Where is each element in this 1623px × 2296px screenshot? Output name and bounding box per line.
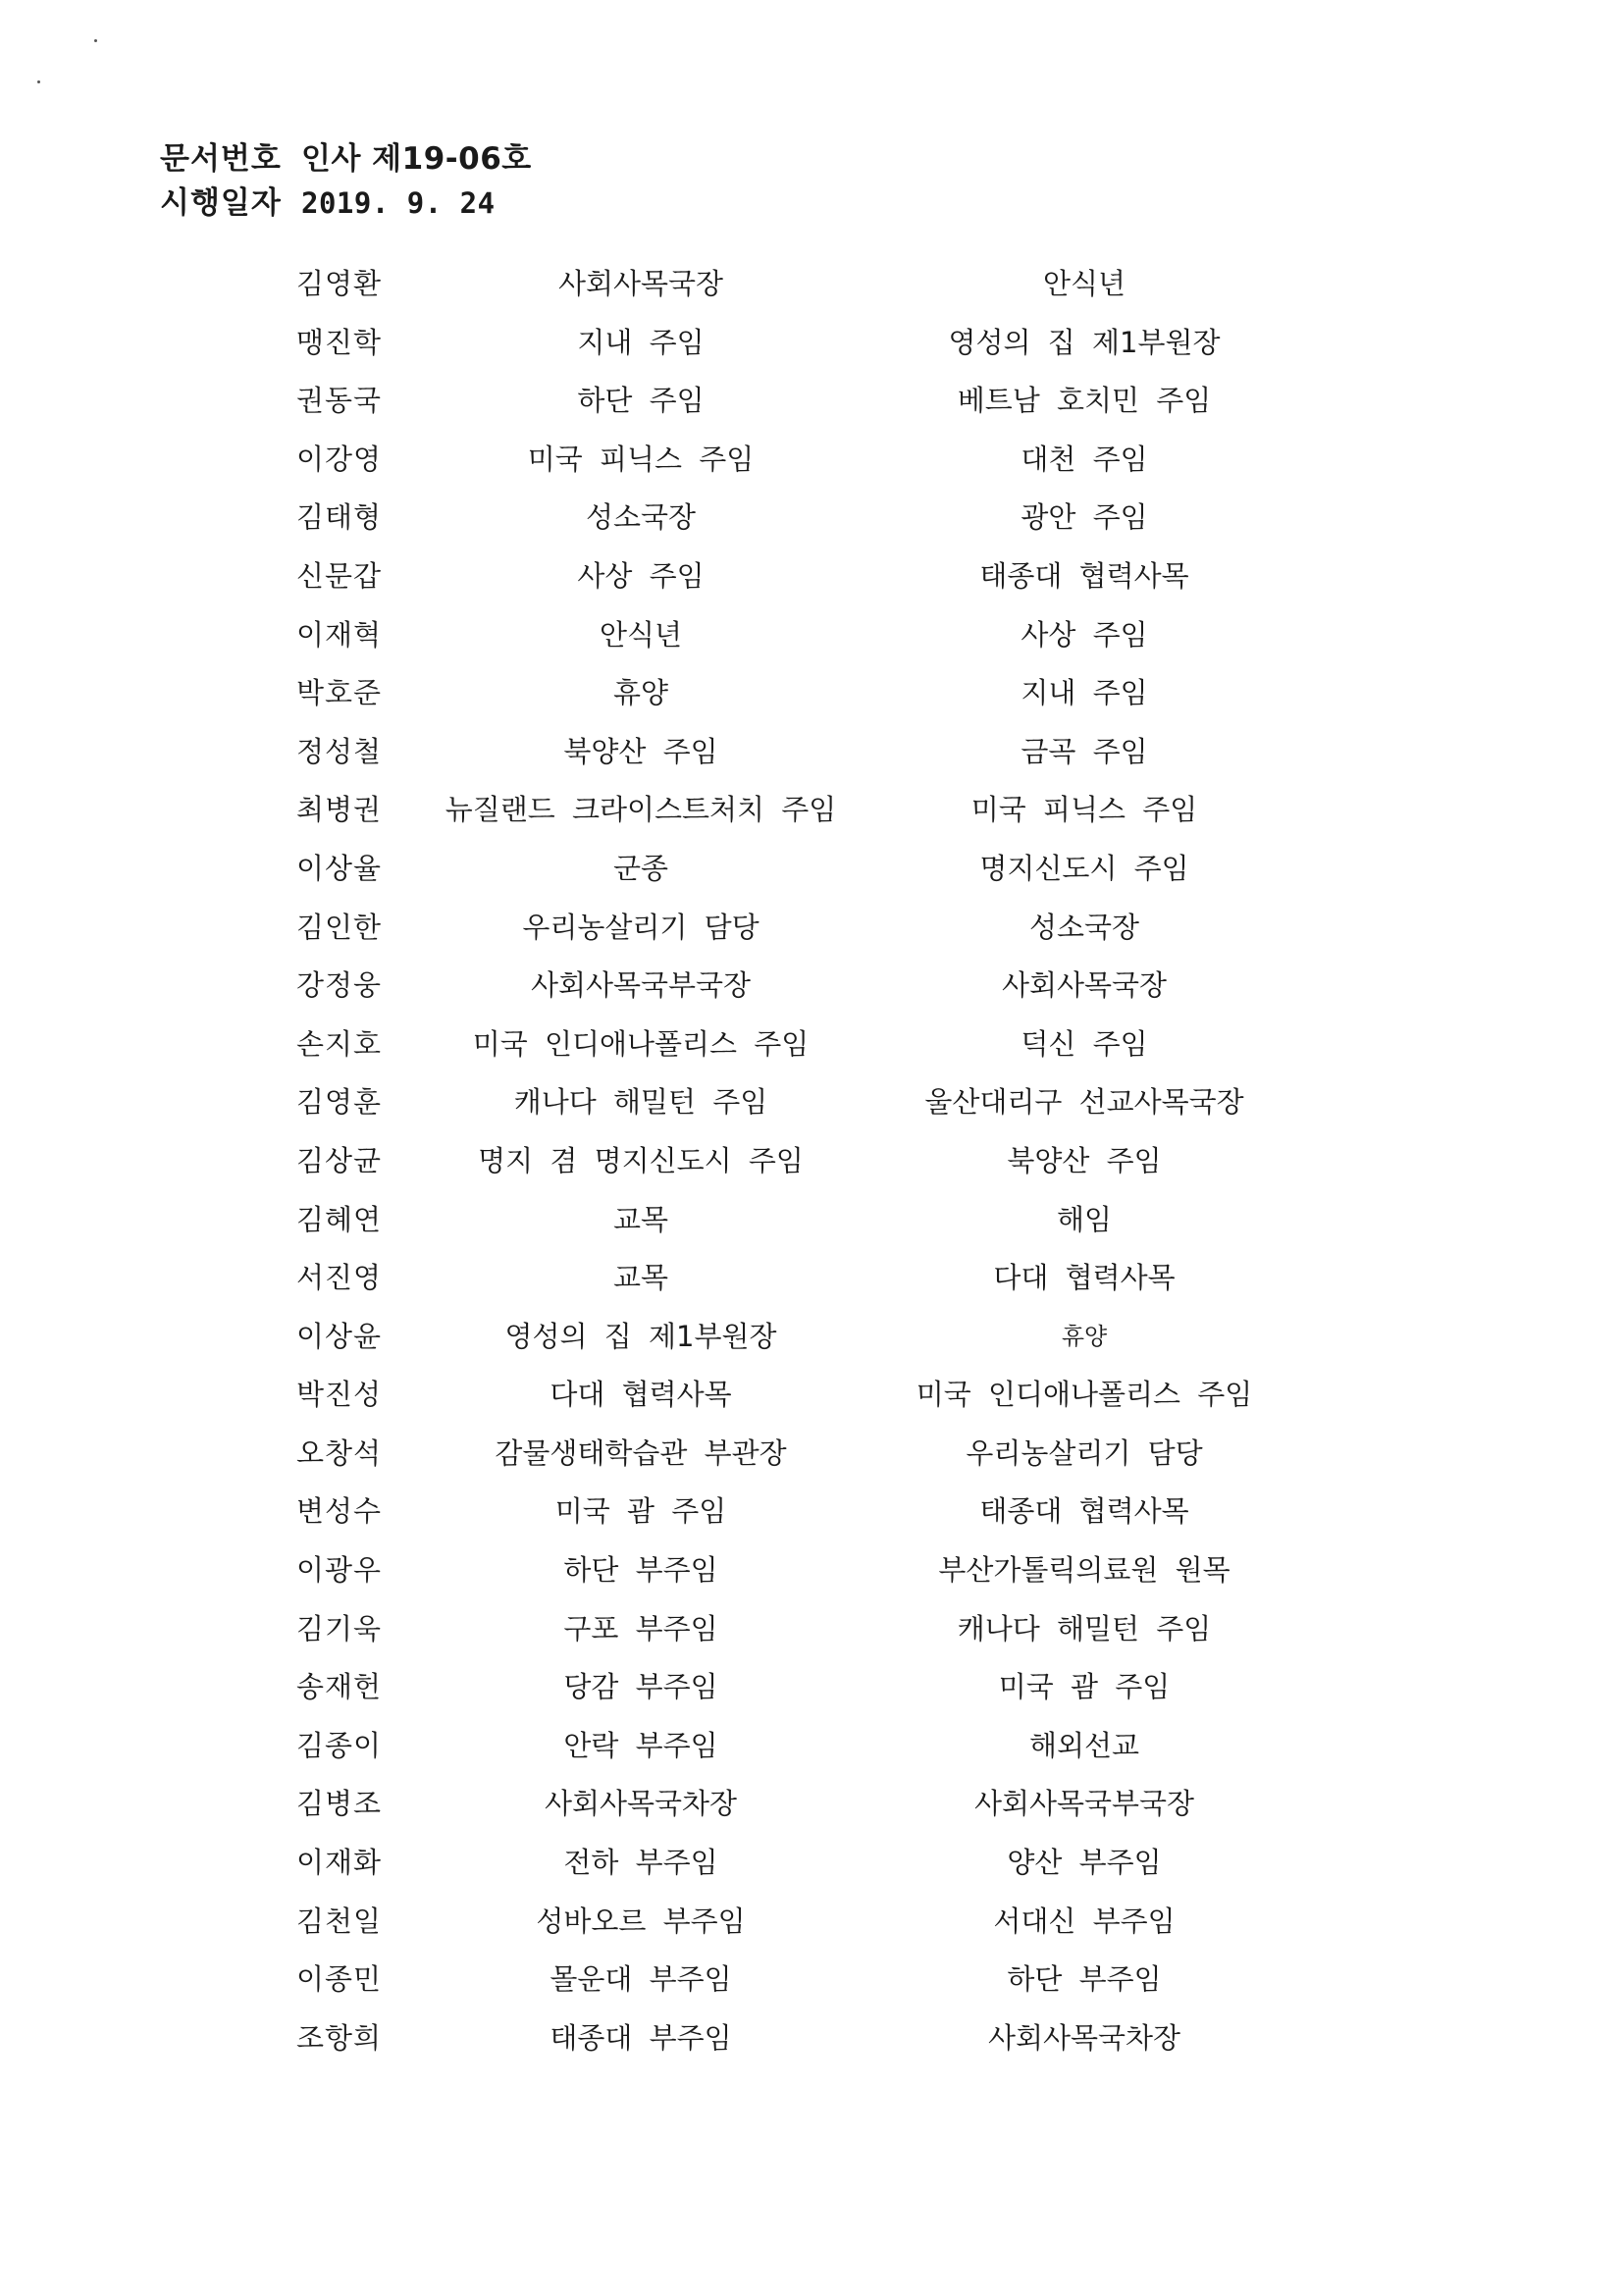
- roster-row: [0, 1957, 1623, 2016]
- previous-assignment: 몰운대 부주임: [550, 1962, 732, 1997]
- roster-row: [0, 262, 1623, 321]
- new-assignment: 금곡 주임: [1021, 734, 1148, 768]
- person-name: 이강영: [296, 442, 383, 476]
- effective-date-label: 시행일자: [160, 185, 282, 221]
- previous-assignment: 미국 괌 주임: [554, 1494, 727, 1529]
- roster-row: [0, 1724, 1623, 1783]
- new-assignment: 사상 주임: [1021, 617, 1148, 652]
- roster-row: [0, 1841, 1623, 1900]
- previous-assignment: 뉴질랜드 크라이스트처치 주임: [445, 793, 837, 827]
- new-assignment: 하단 부주임: [1007, 1962, 1162, 1997]
- roster-row: [0, 788, 1623, 847]
- previous-assignment: 전하 부주임: [563, 1846, 718, 1880]
- roster-row: [0, 847, 1623, 906]
- roster-row: [0, 1782, 1623, 1841]
- roster-row: [0, 730, 1623, 789]
- person-name: 이재혁: [296, 617, 383, 652]
- roster-row: [0, 1373, 1623, 1432]
- roster-row: [0, 1607, 1623, 1666]
- roster-row: [0, 496, 1623, 554]
- person-name: 김혜연: [296, 1202, 383, 1236]
- roster-row: [0, 1900, 1623, 1958]
- person-name: 박호준: [296, 676, 383, 710]
- previous-assignment: 우리농살리기 담당: [522, 910, 759, 944]
- person-name: 이상윤: [296, 1319, 383, 1353]
- person-name: 김천일: [296, 1904, 383, 1938]
- roster-row: [0, 2016, 1623, 2075]
- new-assignment: 해임: [1056, 1202, 1113, 1236]
- person-name: 강정웅: [296, 968, 383, 1003]
- previous-assignment: 사상 주임: [577, 558, 705, 593]
- new-assignment: 광안 주임: [1021, 500, 1148, 535]
- previous-assignment: 교목: [612, 1202, 669, 1236]
- previous-assignment: 당감 부주임: [563, 1670, 718, 1704]
- new-assignment: 태종대 협력사목: [979, 1494, 1189, 1529]
- document-header: [160, 137, 532, 226]
- roster-row: [0, 1256, 1623, 1315]
- person-name: 오창석: [296, 1435, 383, 1470]
- roster-row: [0, 554, 1623, 613]
- roster-row: [0, 1432, 1623, 1490]
- person-name: 이광우: [296, 1553, 383, 1588]
- person-name: 박진성: [296, 1378, 383, 1412]
- previous-assignment: 명지 겸 명지신도시 주임: [478, 1143, 804, 1177]
- new-assignment: 사회사목국차장: [987, 2020, 1181, 2055]
- roster-row: [0, 379, 1623, 438]
- doc-number-label: 문서번호: [160, 141, 282, 177]
- person-name: 김영환: [296, 267, 383, 300]
- roster-row: [0, 613, 1623, 672]
- new-assignment: 지내 주임: [1021, 676, 1148, 710]
- roster-row: [0, 1489, 1623, 1548]
- roster-row: [0, 438, 1623, 496]
- previous-assignment: 사회사목국장: [557, 267, 724, 300]
- doc-number-value: 인사 제19-06호: [301, 141, 532, 177]
- roster-row: [0, 1198, 1623, 1257]
- roster-row: [0, 1022, 1623, 1081]
- person-name: 김태형: [296, 500, 383, 535]
- effective-date-row: [160, 182, 532, 226]
- person-name: 김영훈: [296, 1085, 383, 1120]
- personnel-roster: [0, 262, 1623, 2074]
- scan-speck: [37, 80, 40, 83]
- new-assignment: 태종대 협력사목: [979, 558, 1189, 593]
- new-assignment: 우리농살리기 담당: [966, 1435, 1203, 1470]
- previous-assignment: 태종대 부주임: [550, 2020, 732, 2055]
- person-name: 손지호: [296, 1026, 383, 1061]
- previous-assignment: 사회사목국부국장: [530, 968, 752, 1003]
- new-assignment: 울산대리구 선교사목국장: [924, 1085, 1244, 1120]
- person-name: 신문갑: [296, 558, 383, 593]
- new-assignment: 영성의 집 제1부원장: [948, 325, 1221, 359]
- person-name: 이상율: [296, 851, 383, 885]
- previous-assignment: 감물생태학습관 부관장: [495, 1435, 787, 1470]
- new-assignment: 미국 괌 주임: [998, 1670, 1171, 1704]
- person-name: 김병조: [296, 1787, 383, 1821]
- roster-row: [0, 1139, 1623, 1198]
- new-assignment: 안식년: [1042, 267, 1126, 300]
- new-assignment: 덕신 주임: [1021, 1026, 1148, 1061]
- previous-assignment: 북양산 주임: [563, 734, 718, 768]
- new-assignment: 명지신도시 주임: [979, 851, 1189, 885]
- person-name: 정성철: [296, 734, 383, 768]
- person-name: 송재헌: [296, 1670, 383, 1704]
- person-name: 조항희: [296, 2020, 383, 2055]
- person-name: 김종이: [296, 1728, 383, 1762]
- roster-row: [0, 1665, 1623, 1724]
- new-assignment: 서대신 부주임: [993, 1904, 1176, 1938]
- new-assignment: 성소국장: [1028, 910, 1140, 944]
- person-name: 권동국: [296, 384, 383, 418]
- new-assignment: 다대 협력사목: [993, 1261, 1176, 1295]
- new-assignment: 캐나다 해밀턴 주임: [957, 1611, 1212, 1645]
- roster-row: [0, 671, 1623, 730]
- previous-assignment: 군종: [612, 851, 669, 885]
- previous-assignment: 하단 주임: [577, 384, 705, 418]
- person-name: 김상균: [296, 1143, 383, 1177]
- previous-assignment: 성바오르 부주임: [536, 1904, 746, 1938]
- doc-number-row: [160, 137, 532, 182]
- new-assignment: 베트남 호치민 주임: [957, 384, 1212, 418]
- person-name: 김기욱: [296, 1611, 383, 1645]
- roster-row: [0, 321, 1623, 380]
- previous-assignment: 지내 주임: [577, 325, 705, 359]
- previous-assignment: 사회사목국차장: [544, 1787, 738, 1821]
- new-assignment: 대천 주임: [1021, 442, 1148, 476]
- roster-row: [0, 1080, 1623, 1139]
- roster-row: [0, 1548, 1623, 1607]
- new-assignment: 사회사목국부국장: [973, 1787, 1195, 1821]
- previous-assignment: 성소국장: [585, 500, 697, 535]
- previous-assignment: 다대 협력사목: [550, 1378, 732, 1412]
- person-name: 변성수: [296, 1494, 383, 1529]
- previous-assignment: 영성의 집 제1부원장: [504, 1319, 777, 1353]
- person-name: 맹진학: [296, 325, 383, 359]
- new-assignment: 양산 부주임: [1007, 1846, 1162, 1880]
- person-name: 김인한: [296, 910, 383, 944]
- person-name: 이재화: [296, 1846, 383, 1880]
- roster-row: [0, 964, 1623, 1022]
- new-assignment: 부산가톨릭의료원 원목: [938, 1553, 1230, 1588]
- effective-date-value: 2019. 9. 24: [301, 186, 496, 220]
- new-assignment: 미국 인디애나폴리스 주임: [916, 1378, 1253, 1412]
- previous-assignment: 안락 부주임: [563, 1728, 718, 1762]
- new-assignment: 휴양: [1061, 1322, 1108, 1350]
- previous-assignment: 미국 피닉스 주임: [527, 442, 755, 476]
- previous-assignment: 안식년: [599, 617, 683, 652]
- person-name: 이종민: [296, 1962, 383, 1997]
- person-name: 서진영: [296, 1261, 383, 1295]
- previous-assignment: 캐나다 해밀턴 주임: [513, 1085, 768, 1120]
- new-assignment: 미국 피닉스 주임: [970, 793, 1198, 827]
- scan-speck: [94, 39, 97, 42]
- previous-assignment: 휴양: [612, 676, 669, 710]
- new-assignment: 해외선교: [1028, 1728, 1140, 1762]
- previous-assignment: 교목: [612, 1261, 669, 1295]
- previous-assignment: 미국 인디애나폴리스 주임: [472, 1026, 810, 1061]
- roster-row: [0, 906, 1623, 965]
- new-assignment: 북양산 주임: [1007, 1143, 1162, 1177]
- new-assignment: 사회사목국장: [1001, 968, 1168, 1003]
- roster-row: [0, 1315, 1623, 1374]
- person-name: 최병권: [296, 793, 383, 827]
- previous-assignment: 구포 부주임: [563, 1611, 718, 1645]
- previous-assignment: 하단 부주임: [563, 1553, 718, 1588]
